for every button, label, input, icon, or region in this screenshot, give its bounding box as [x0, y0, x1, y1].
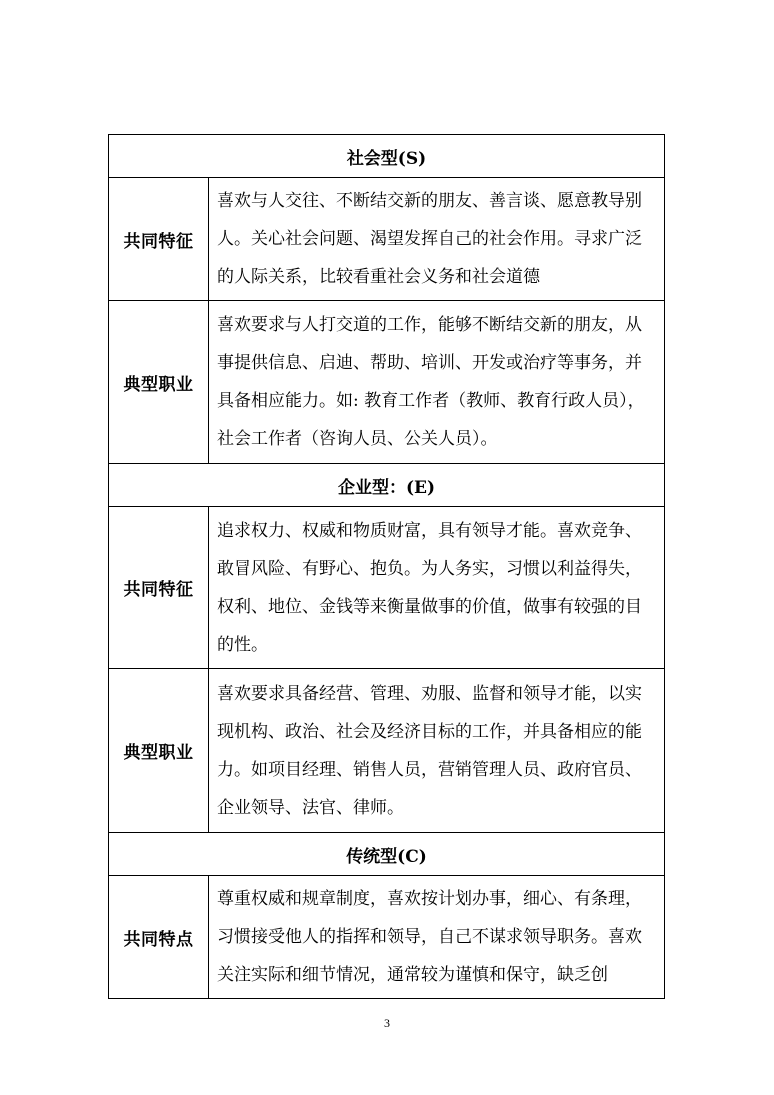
career-type-table — [108, 134, 665, 999]
row-description: 喜欢要求与人打交道的工作，能够不断结交新的朋友，从事提供信息、启迪、帮助、培训、开发或治疗等事务，并具备相应能力。如: 教育工作者（教师、教育行政人员），社会工作者（咨询人员、公关人员）。 — [209, 301, 665, 464]
section-header-conventional: 传统型(C) — [109, 833, 665, 876]
row-label: 共同特点 — [109, 876, 209, 999]
table-row — [109, 178, 665, 301]
section-header-social: 社会型(S) — [109, 135, 665, 178]
row-label: 共同特征 — [109, 178, 209, 301]
row-label: 典型职业 — [109, 669, 209, 833]
row-description: 追求权力、权威和物质财富，具有领导才能。喜欢竞争、敢冒风险、有野心、抱负。为人务实，习惯以利益得失，权利、地位、金钱等来衡量做事的价值，做事有较强的目的性。 — [209, 507, 665, 669]
row-description: 喜欢与人交往、不断结交新的朋友、善言谈、愿意教导别人。关心社会问题、渴望发挥自己的社会作用。寻求广泛的人际关系，比较看重社会义务和社会道德 — [209, 178, 665, 301]
table-row — [109, 301, 665, 464]
section-header-row — [109, 135, 665, 178]
row-description: 尊重权威和规章制度，喜欢按计划办事，细心、有条理，习惯接受他人的指挥和领导，自己不谋求领导职务。喜欢关注实际和细节情况，通常较为谨慎和保守，缺乏创 — [209, 876, 665, 999]
row-label: 典型职业 — [109, 301, 209, 464]
table-row — [109, 669, 665, 833]
section-header-row — [109, 833, 665, 876]
section-header-enterprising: 企业型：(E) — [109, 464, 665, 507]
table-row — [109, 876, 665, 999]
table-row — [109, 507, 665, 669]
section-header-row — [109, 464, 665, 507]
row-label: 共同特征 — [109, 507, 209, 669]
row-description: 喜欢要求具备经营、管理、劝服、监督和领导才能，以实现机构、政治、社会及经济目标的工作，并具备相应的能力。如项目经理、销售人员，营销管理人员、政府官员、企业领导、法官、律师。 — [209, 669, 665, 833]
page-number: 3 — [384, 1016, 390, 1030]
